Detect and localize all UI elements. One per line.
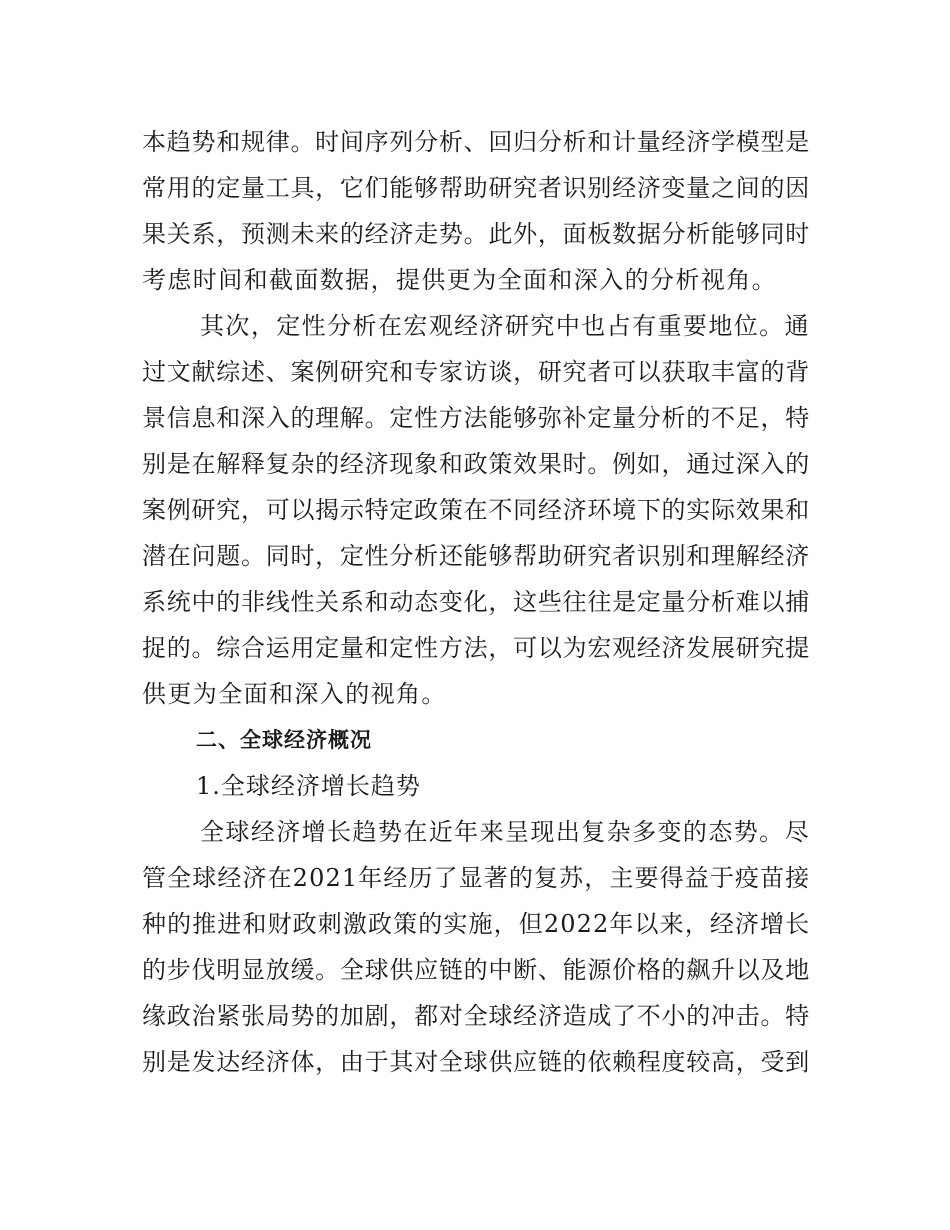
paragraph-line: 考虑时间和截面数据，提供更为全面和深入的分析视角。 (142, 266, 777, 294)
paragraph-line: 缘政治紧张局势的加剧，都对全球经济造成了不小的冲击。特 (142, 1002, 810, 1030)
paragraph-line: 别是在解释复杂的经济现象和政策效果时。例如，通过深入的 (142, 450, 810, 478)
paragraph-line: 景信息和深入的理解。定性方法能够弥补定量分析的不足，特 (142, 404, 810, 432)
paragraph-line: 过文献综述、案例研究和专家访谈，研究者可以获取丰富的背 (142, 358, 810, 386)
paragraph-line: 其次，定性分析在宏观经济研究中也占有重要地位。通 (200, 312, 810, 340)
paragraph-line: 捉的。综合运用定量和定性方法，可以为宏观经济发展研究提 (142, 634, 810, 662)
paragraph-line: 全球经济增长趋势在近年来呈现出复杂多变的态势。尽 (200, 818, 810, 846)
paragraph-line: 种的推进和财政刺激政策的实施，但2022年以来，经济增长 (142, 910, 811, 938)
paragraph-line: 系统中的非线性关系和动态变化，这些往往是定量分析难以捕 (142, 588, 810, 616)
subsection-heading: 1.全球经济增长趋势 (196, 772, 421, 800)
paragraph-line: 供更为全面和深入的视角。 (142, 680, 447, 708)
paragraph-line: 潜在问题。同时，定性分析还能够帮助研究者识别和理解经济 (142, 542, 810, 570)
paragraph-line: 常用的定量工具，它们能够帮助研究者识别经济变量之间的因 (142, 174, 810, 202)
paragraph-line: 本趋势和规律。时间序列分析、回归分析和计量经济学模型是 (142, 128, 810, 156)
document-body (142, 119, 810, 1085)
paragraph-line: 的步伐明显放缓。全球供应链的中断、能源价格的飙升以及地 (142, 956, 810, 984)
paragraph-line: 果关系，预测未来的经济走势。此外，面板数据分析能够同时 (142, 220, 810, 248)
section-heading: 二、全球经济概况 (196, 728, 372, 752)
paragraph-line: 案例研究，可以揭示特定政策在不同经济环境下的实际效果和 (142, 496, 810, 524)
paragraph-line: 管全球经济在2021年经历了显著的复苏，主要得益于疫苗接 (142, 864, 811, 892)
paragraph-line: 别是发达经济体，由于其对全球供应链的依赖程度较高，受到 (142, 1048, 810, 1076)
